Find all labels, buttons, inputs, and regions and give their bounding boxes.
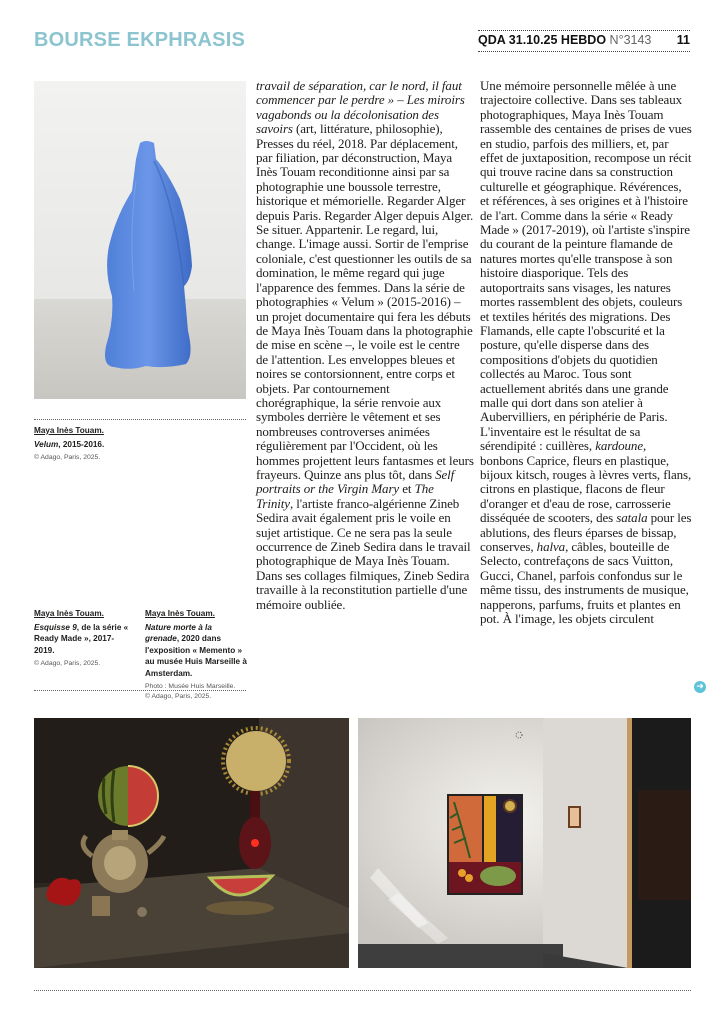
article-text-run: , bonbons Caprice, fleurs en plastique, bijoux kitsch, rouges à lèvres verts, flans, citrons en plastique, flacons de fleur d'oranger et d'eau de rose, carrosserie disséquée de scooters, des: [480, 438, 692, 526]
caption-work: [34, 622, 134, 657]
photo-esquisse-image: [34, 718, 349, 968]
caption-artist: Maya Inès Touam.: [145, 609, 215, 618]
caption-artist: Maya Inès Touam.: [34, 426, 104, 435]
caption-credit: © Adago, Paris, 2025.: [34, 660, 101, 667]
caption-title: Nature morte à la grenade: [145, 622, 212, 643]
article-text-italic: The Trinity: [256, 481, 434, 511]
section-rubric: BOURSE EKPHRASIS: [34, 29, 246, 51]
caption-credit: [145, 682, 247, 702]
caption-memento: [145, 608, 247, 702]
caption-title: Velum: [34, 439, 59, 449]
caption-details: , 2015-2016.: [58, 439, 105, 449]
caption-work: [145, 622, 247, 680]
article-text-italic: travail de séparation, car le nord, il faut commencer par le perdre » – Les miroirs vagabonds ou la décolonisation des savoirs: [256, 78, 465, 137]
article-text-run: , l'artiste franco-algérienne Zineb Sedira avait également pris le voile en sujet artistique. Ce ne sera pas la seule occurrence de Zineb Sedira dans le travail photographique de Maya Inès Touam. Dans ses collages filmiques, Zineb Sedira travaille à la reconstitution partielle d'une mémoire oubliée.: [256, 495, 471, 612]
article-text-run: et: [399, 481, 415, 497]
article-text-run: (art, littérature, philosophie), Presses du réel, 2018. Par déplacement, par filiation, par déconstruction, Maya Inès Touam reconditionne ainsi par sa photographie une boussole terrestre, historique et mémorielle. Regarder Alger depuis Paris. Regarder Alger depuis Alger. Se situer. Appartenir. Le regard, lui, change. L'image aussi. Sortir de l'emprise coloniale, c'est questionner les outils de sa domination, le même regard qui juge l'apparence des femmes. Dans la série de photographies « Velum » (2015-2016) – un projet documentaire qui fera les débuts de Maya Inès Touam dans la photographie de mise en scène –, le voile est le centre de l'attention. Les enveloppes bleues et noires se contorsionnent, entre corps et objets. Par contournement chorégraphique, la série renvoie aux symboles derrière le vêtement et ses nombreuses controverses animées régulièrement par l'Occident, où les hommes projettent leurs fantasmes et leurs frayeurs. Quinze ans plus tôt, dans: [256, 121, 474, 482]
page-bottom-divider: [34, 990, 691, 991]
folio-bar: [478, 30, 690, 52]
arrow-right-circle-icon[interactable]: ➜: [694, 681, 706, 693]
article-text-italic: Self portraits or the Virgin Mary: [256, 466, 455, 497]
caption-divider: [34, 419, 246, 420]
article-text: [480, 79, 692, 626]
caption-copyright: © Adago, Paris, 2025.: [145, 693, 212, 700]
caption-velum: [34, 425, 246, 463]
caption-photo-credit: Photo : Musée Huis Marseille.: [145, 683, 236, 690]
caption-esquisse: [34, 608, 134, 669]
photo-esquisse-still-life: [34, 718, 349, 968]
article-column-2: [256, 79, 474, 612]
caption-details: , de la série « Ready Made », 2017-2019.: [34, 622, 129, 655]
issue-number: N°3143: [609, 33, 652, 47]
photo-velum: [34, 81, 246, 399]
article-text-run: Une mémoire personnelle mêlée à une trajectoire collective. Dans ses tableaux photographiques, Maya Inès Touam rassemble des centaines de prises de vues en studio, parfois des milliers, et, par effet de juxtaposition, recompose un récit qui trouve racine dans sa construction culturelle et géographique. Révérences, et références, à ses origines et à l'histoire de l'art. Comme dans la série « Ready Made » (2017-2019), où l'artiste s'inspire du courant de la peinture flamande de natures mortes qu'elle transpose à son histoire diasporique. Tels des autoportraits sans visages, les natures mortes rassemblent des objets, couleurs et textiles hérités des migrations. Des Flamands, elle capte l'obscurité et la posture, qu'elle disperse dans des compositions d'objets du quotidien collectés au Maroc. Tous sont actuellement abrités dans une grande malle qui dort dans son atelier à Aubervilliers, en périphérie de Paris. L'inventaire est le résultat de sa sérendipité : cuillères,: [480, 78, 692, 454]
photo-memento-image: [358, 718, 691, 968]
caption-details: , 2020 dans l'exposition « Memento » au musée Huis Marseille à Amsterdam.: [145, 634, 247, 678]
caption-work: [34, 439, 246, 451]
caption-title: Esquisse 9: [34, 622, 77, 632]
caption-divider-bottom: [34, 690, 246, 691]
article-column-3: [480, 79, 692, 626]
article-text-run: , câbles, bouteille de Selecto, contrefaçons de sacs Vuitton, Gucci, Chanel, parfois confondus sur le même tissu, des instruments de musique, napperons, parfums, fruits et plantes en pot. À l'image, les objets circulent: [480, 539, 689, 627]
article-text: [256, 79, 474, 612]
article-text-italic: halva: [536, 539, 566, 554]
caption-credit: © Adago, Paris, 2025.: [34, 454, 101, 461]
article-text-run: pour les ablutions, des fleurs éparses de bissap, conserves,: [480, 510, 692, 554]
photo-velum-image: [34, 81, 246, 399]
caption-artist: Maya Inès Touam.: [34, 609, 104, 618]
photo-memento-exhibition: [358, 718, 691, 968]
article-text-italic: satala: [616, 510, 648, 526]
page-number: 11: [676, 33, 690, 47]
article-text-italic: kardoune: [595, 438, 644, 454]
publication-date: QDA 31.10.25 HEBDO: [478, 33, 607, 47]
